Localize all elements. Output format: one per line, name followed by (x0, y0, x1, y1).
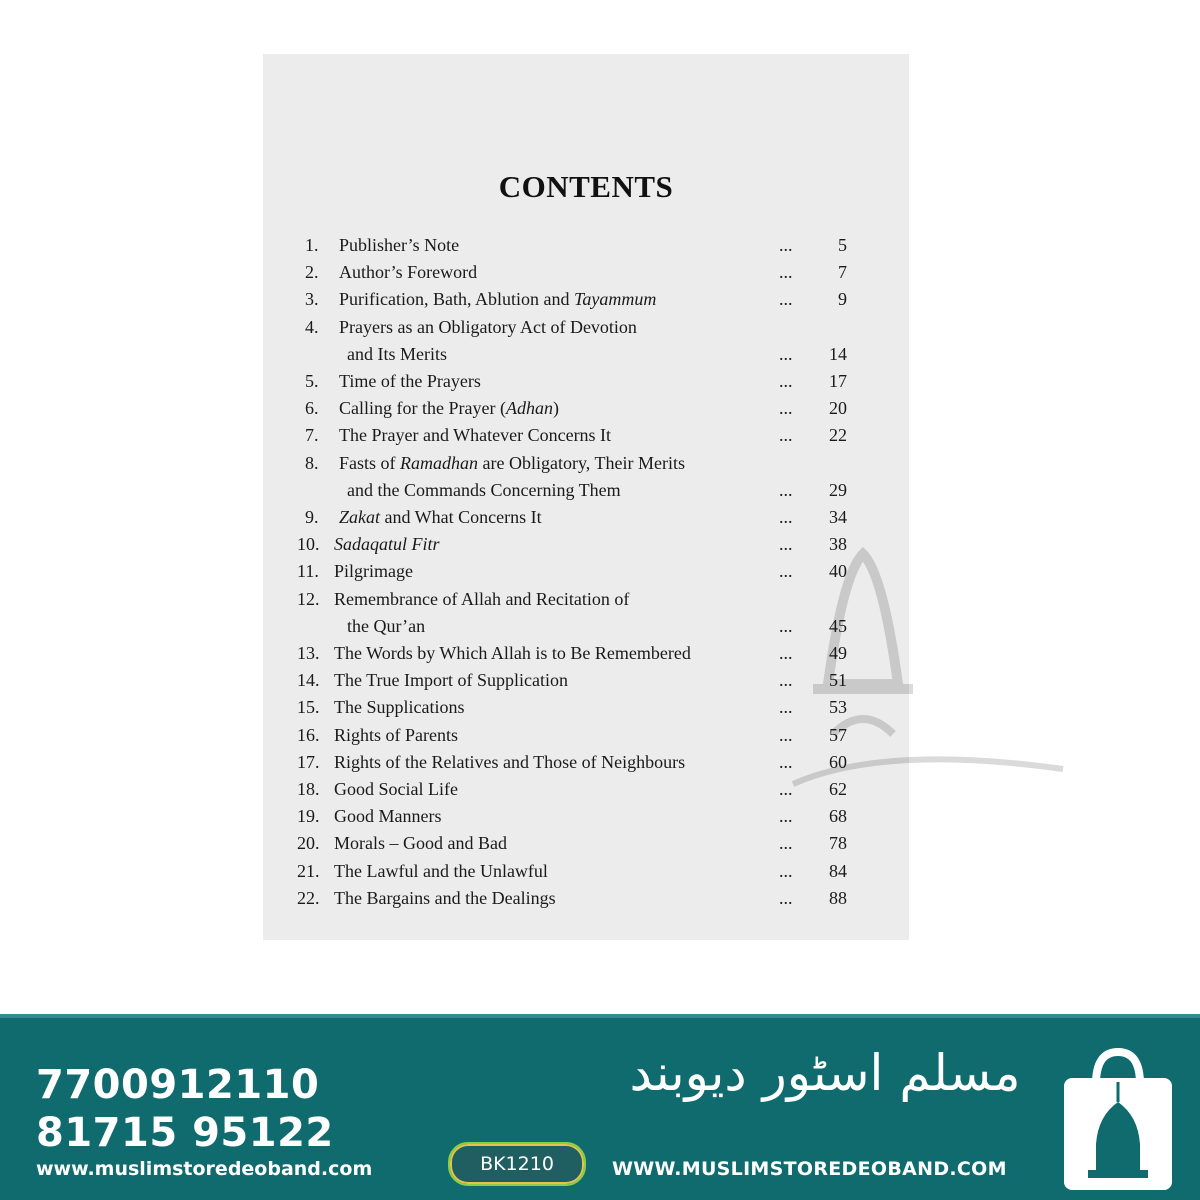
toc-leader-dots: ... (779, 779, 793, 799)
toc-title: and Its Merits (347, 343, 447, 364)
toc-leader-dots: ... (779, 751, 793, 772)
toc-page-number: 45 (829, 615, 847, 636)
toc-page-number: 78 (829, 833, 847, 854)
toc-entry[interactable] (263, 695, 909, 719)
toc-number: 3. (305, 289, 319, 310)
brand-urdu-calligraphy: مسلم اسٹور دیوبند (629, 1044, 1021, 1102)
toc-page-number: 68 (829, 806, 847, 827)
toc-entry[interactable] (263, 342, 909, 366)
toc-leader-dots: ... (779, 262, 793, 283)
toc-page-number: 5 (838, 235, 847, 255)
toc-number: 19. (297, 806, 320, 827)
toc-entry[interactable] (263, 587, 909, 611)
toc-leader-dots: ... (779, 833, 793, 854)
footer-divider (0, 1014, 1200, 1018)
toc-leader-dots: ... (779, 615, 793, 636)
toc-number: 17. (297, 751, 320, 772)
toc-number: 4. (305, 316, 319, 337)
toc-entry[interactable] (263, 233, 909, 257)
toc-title: Author’s Foreword (339, 262, 478, 283)
toc-number: 2. (305, 262, 319, 283)
toc-leader-dots: ... (779, 235, 793, 255)
toc-page-number: 14 (829, 343, 847, 364)
toc-number: 22. (297, 887, 320, 908)
toc-entry[interactable] (263, 831, 909, 855)
toc-entry[interactable] (263, 723, 909, 747)
toc-title: The True Import of Supplication (334, 670, 568, 691)
toc-number: 5. (305, 371, 319, 391)
toc-entry[interactable] (263, 668, 909, 692)
toc-leader-dots: ... (779, 561, 793, 582)
toc-entry[interactable] (263, 505, 909, 529)
toc-entry[interactable] (263, 750, 909, 774)
toc-page-number: 49 (829, 643, 847, 663)
toc-title: The Words by Which Allah is to Be Remembered (334, 643, 691, 663)
toc-title: Good Manners (334, 806, 442, 827)
toc-leader-dots: ... (779, 289, 793, 310)
toc-leader-dots: ... (779, 398, 793, 419)
toc-leader-dots: ... (779, 479, 793, 500)
toc-title: Time of the Prayers (339, 371, 481, 391)
toc-page-number: 62 (829, 779, 847, 799)
toc-leader-dots: ... (779, 343, 793, 364)
toc-number: 7. (305, 425, 319, 446)
toc-number: 15. (297, 697, 320, 718)
toc-page-number: 7 (838, 262, 847, 283)
toc-page-number: 17 (829, 371, 847, 391)
toc-title: Fasts of Ramadhan are Obligatory, Their Merits (339, 452, 685, 473)
toc-page-number: 20 (829, 398, 847, 419)
toc-number: 16. (297, 724, 320, 745)
toc-entry[interactable] (263, 804, 909, 828)
toc-title: Rights of Parents (334, 724, 458, 745)
toc-entry[interactable] (263, 287, 909, 311)
toc-leader-dots: ... (779, 371, 793, 391)
toc-title: Sadaqatul Fitr (334, 534, 440, 555)
toc-entry[interactable] (263, 641, 909, 665)
toc-title: Publisher’s Note (339, 235, 460, 255)
toc-number: 8. (305, 452, 319, 473)
toc-entry[interactable] (263, 859, 909, 883)
toc-leader-dots: ... (779, 534, 793, 555)
toc-entry[interactable] (263, 886, 909, 910)
toc-entry[interactable] (263, 777, 909, 801)
toc-number: 1. (305, 235, 319, 255)
toc-entry[interactable] (263, 532, 909, 556)
toc-entry[interactable] (263, 396, 909, 420)
toc-page-number: 34 (829, 507, 847, 527)
toc-leader-dots: ... (779, 425, 793, 446)
toc-title: Purification, Bath, Ablution and Tayammum (339, 289, 657, 310)
toc-number: 21. (297, 860, 320, 881)
toc-page-number: 88 (829, 887, 847, 908)
toc-leader-dots: ... (779, 670, 793, 691)
toc-page-number: 84 (829, 860, 847, 881)
toc-entry[interactable] (263, 614, 909, 638)
toc-page-number: 53 (829, 697, 847, 718)
toc-title: Good Social Life (334, 779, 458, 799)
toc-number: 10. (297, 534, 320, 555)
toc-title: Zakat and What Concerns It (339, 507, 542, 527)
toc-leader-dots: ... (779, 724, 793, 745)
toc-number: 11. (297, 561, 319, 582)
toc-entry[interactable] (263, 260, 909, 284)
toc-number: 14. (297, 670, 320, 691)
toc-title: The Prayer and Whatever Concerns It (339, 425, 612, 446)
toc-number: 6. (305, 398, 319, 419)
toc-entry[interactable] (263, 423, 909, 447)
toc-title: Morals – Good and Bad (334, 833, 507, 854)
toc-entry[interactable] (263, 369, 909, 393)
toc-page-number: 40 (829, 561, 847, 582)
toc-entry[interactable] (263, 451, 909, 475)
phone-number-secondary[interactable]: 81715 95122 (36, 1110, 334, 1156)
website-link-right[interactable]: WWW.MUSLIMSTOREDEOBAND.COM (612, 1158, 1007, 1180)
toc-number: 18. (297, 779, 320, 799)
toc-page-number: 29 (829, 479, 847, 500)
toc-title: and the Commands Concerning Them (347, 479, 621, 500)
toc-number: 9. (305, 507, 319, 527)
toc-page-number: 57 (829, 724, 847, 745)
phone-number-primary[interactable]: 7700912110 (36, 1062, 320, 1108)
product-code-badge: BK1210 (448, 1142, 586, 1186)
toc-title: The Bargains and the Dealings (334, 887, 556, 908)
book-page (263, 54, 909, 940)
toc-title: Calling for the Prayer (Adhan) (339, 398, 559, 419)
toc-entry[interactable] (263, 478, 909, 502)
store-footer (0, 1014, 1200, 1200)
toc-title: Pilgrimage (334, 561, 413, 582)
toc-number: 12. (297, 588, 320, 609)
toc-page-number: 38 (829, 534, 847, 555)
toc-leader-dots: ... (779, 806, 793, 827)
toc-leader-dots: ... (779, 860, 793, 881)
toc-title: Remembrance of Allah and Recitation of (334, 588, 630, 609)
website-link-left[interactable]: www.muslimstoredeoband.com (36, 1158, 373, 1180)
toc-page-number: 9 (838, 289, 847, 310)
toc-number: 20. (297, 833, 320, 854)
toc-entry[interactable] (263, 559, 909, 583)
toc-leader-dots: ... (779, 507, 793, 527)
page-title: CONTENTS (498, 169, 674, 204)
toc-entry[interactable] (263, 315, 909, 339)
toc-page-number: 51 (829, 670, 847, 691)
table-of-contents (263, 54, 909, 940)
shopping-bag-icon (1058, 1044, 1178, 1194)
toc-number: 13. (297, 643, 320, 663)
toc-title: The Lawful and the Unlawful (334, 860, 548, 881)
toc-leader-dots: ... (779, 697, 793, 718)
toc-page-number: 60 (829, 751, 847, 772)
toc-page-number: 22 (829, 425, 847, 446)
toc-title: Prayers as an Obligatory Act of Devotion (339, 316, 637, 337)
toc-title: The Supplications (334, 697, 465, 718)
toc-title: the Qur’an (347, 615, 426, 636)
toc-title: Rights of the Relatives and Those of Neighbours (334, 751, 686, 772)
toc-leader-dots: ... (779, 887, 793, 908)
toc-leader-dots: ... (779, 643, 793, 663)
